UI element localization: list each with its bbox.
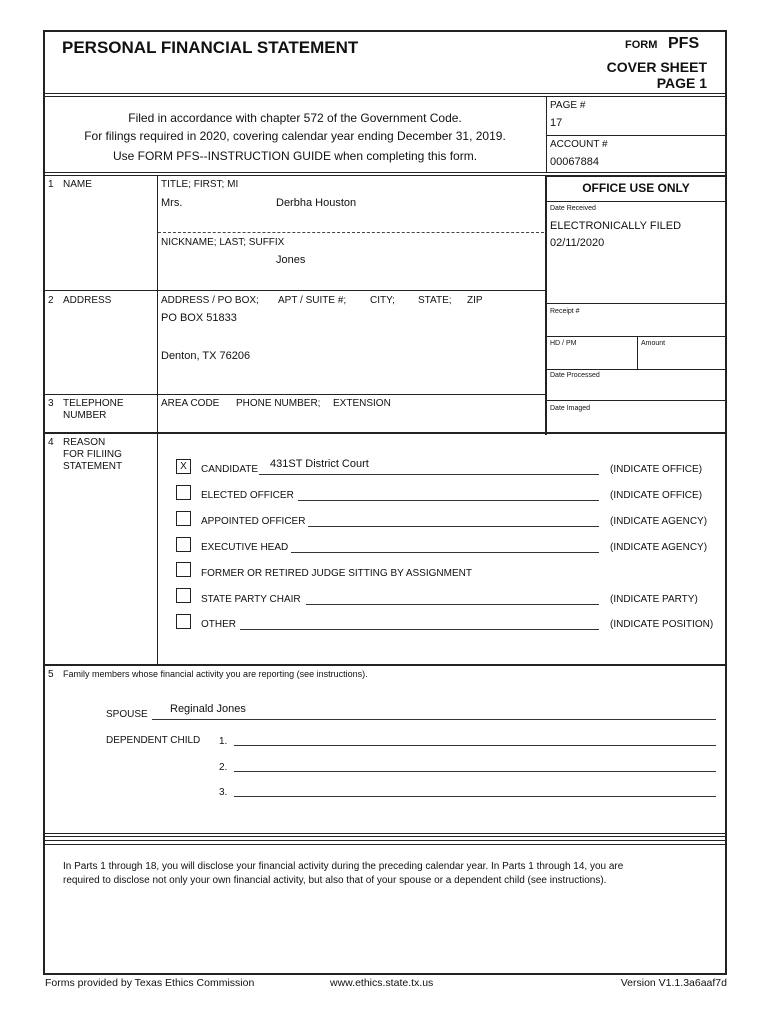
former-judge-label: FORMER OR RETIRED JUDGE SITTING BY ASSIGNMENT (201, 568, 472, 579)
executive-head-label: EXECUTIVE HEAD (201, 542, 289, 553)
last-name-value[interactable]: Jones (276, 254, 306, 266)
reason-label-3: STATEMENT (63, 461, 123, 472)
telephone-section-num: 3 (48, 398, 54, 409)
executive-head-checkbox[interactable] (176, 537, 191, 552)
child-2-label: 2. (219, 762, 228, 773)
elected-officer-checkbox[interactable] (176, 485, 191, 500)
elected-officer-label: ELECTED OFFICER (201, 490, 294, 501)
elected-officer-hint: (INDICATE OFFICE) (610, 490, 703, 501)
intro-line-1: Filed in accordance with chapter 572 of the Government Code. (128, 111, 462, 125)
page-label: PAGE 1 (656, 75, 707, 91)
former-judge-checkbox[interactable] (176, 562, 191, 577)
footer-website[interactable]: www.ethics.state.tx.us (330, 977, 434, 989)
candidate-checkbox[interactable]: X (176, 459, 191, 474)
address-header: ADDRESS / PO BOX; (161, 295, 259, 306)
appointed-officer-checkbox[interactable] (176, 511, 191, 526)
child-2-field[interactable] (234, 771, 716, 772)
state-header: STATE; (418, 295, 452, 306)
apt-header: APT / SUITE #; (278, 295, 347, 306)
reason-section-num: 4 (48, 437, 54, 448)
office-use-title: OFFICE USE ONLY (582, 181, 690, 195)
intro-line-3: Use FORM PFS--INSTRUCTION GUIDE when completing this form. (112, 149, 478, 163)
cover-sheet-label: COVER SHEET (606, 59, 707, 75)
family-section-num: 5 (48, 669, 54, 680)
candidate-hint: (INDICATE OFFICE) (610, 464, 703, 475)
notice-line-1: In Parts 1 through 18, you will disclose your financial activity during the preceding calendar year. In Parts 1 through 14, you are (63, 861, 624, 872)
child-1-field[interactable] (234, 745, 716, 746)
date-processed-label: Date Processed (550, 372, 600, 379)
hd-pm-label: HD / PM (550, 340, 577, 347)
page-title: PERSONAL FINANCIAL STATEMENT (62, 38, 359, 57)
filing-status: ELECTRONICALLY FILED (550, 220, 682, 232)
address-line-1[interactable]: PO BOX 51833 (161, 312, 237, 324)
page-number-value: 17 (550, 117, 563, 129)
spouse-label: SPOUSE (106, 709, 148, 720)
title-first-header: TITLE; FIRST; MI (161, 179, 239, 190)
amount-label: Amount (641, 340, 666, 347)
first-name-value[interactable]: Derbha Houston (276, 197, 357, 209)
address-section-label: ADDRESS (63, 295, 112, 306)
address-section-num: 2 (48, 295, 54, 306)
appointed-officer-hint: (INDICATE AGENCY) (610, 516, 708, 527)
receipt-label: Receipt # (550, 308, 580, 315)
zip-header: ZIP (467, 295, 483, 306)
date-imaged-label: Date Imaged (550, 405, 591, 412)
nickname-header: NICKNAME; LAST; SUFFIX (161, 237, 285, 248)
page-number-label: PAGE # (550, 100, 586, 111)
account-value: 00067884 (550, 156, 599, 168)
address-line-2[interactable]: Denton, TX 76206 (161, 350, 251, 362)
other-checkbox[interactable] (176, 614, 191, 629)
child-1-label: 1. (219, 736, 228, 747)
intro-line-2: For filings required in 2020, covering calendar year ending December 31, 2019. (84, 129, 506, 143)
reason-label-2: FOR FILIING (63, 449, 122, 460)
telephone-section-label-2: NUMBER (63, 410, 107, 421)
notice-line-2: required to disclose not only your own financial activity, but also that of your spouse or a dependent child (see instructions). (63, 875, 607, 886)
child-3-label: 3. (219, 787, 228, 798)
telephone-section-label-1: TELEPHONE (63, 398, 124, 409)
reason-label-1: REASON (63, 437, 106, 448)
candidate-label: CANDIDATE (201, 464, 259, 475)
phone-number-header: PHONE NUMBER; (236, 398, 321, 409)
account-label: ACCOUNT # (550, 139, 608, 150)
extension-header: EXTENSION (333, 398, 391, 409)
state-party-chair-checkbox[interactable] (176, 588, 191, 603)
title-value[interactable]: Mrs. (161, 197, 183, 209)
executive-head-hint: (INDICATE AGENCY) (610, 542, 708, 553)
footer-version: Version V1.1.3a6aaf7d (620, 977, 727, 989)
candidate-office-value[interactable]: 431ST District Court (270, 458, 369, 470)
filing-date: 02/11/2020 (550, 237, 605, 249)
child-3-field[interactable] (234, 796, 716, 797)
family-section-text: Family members whose financial activity you are reporting (see instructions). (63, 669, 368, 679)
state-party-chair-hint: (INDICATE PARTY) (610, 594, 698, 605)
spouse-value[interactable]: Reginald Jones (170, 703, 246, 715)
state-party-chair-label: STATE PARTY CHAIR (201, 594, 301, 605)
area-code-header: AREA CODE (161, 398, 220, 409)
name-section-label: NAME (63, 179, 92, 190)
city-header: CITY; (370, 295, 395, 306)
dependent-child-label: DEPENDENT CHILD (106, 735, 201, 746)
form-code: PFS (668, 35, 700, 52)
other-hint: (INDICATE POSITION) (610, 619, 714, 630)
appointed-officer-label: APPOINTED OFFICER (201, 516, 306, 527)
form-prefix: FORM (625, 39, 658, 51)
other-label: OTHER (201, 619, 236, 630)
name-section-num: 1 (48, 179, 54, 190)
date-received-label: Date Received (550, 205, 596, 212)
footer-provider: Forms provided by Texas Ethics Commission (45, 977, 255, 989)
